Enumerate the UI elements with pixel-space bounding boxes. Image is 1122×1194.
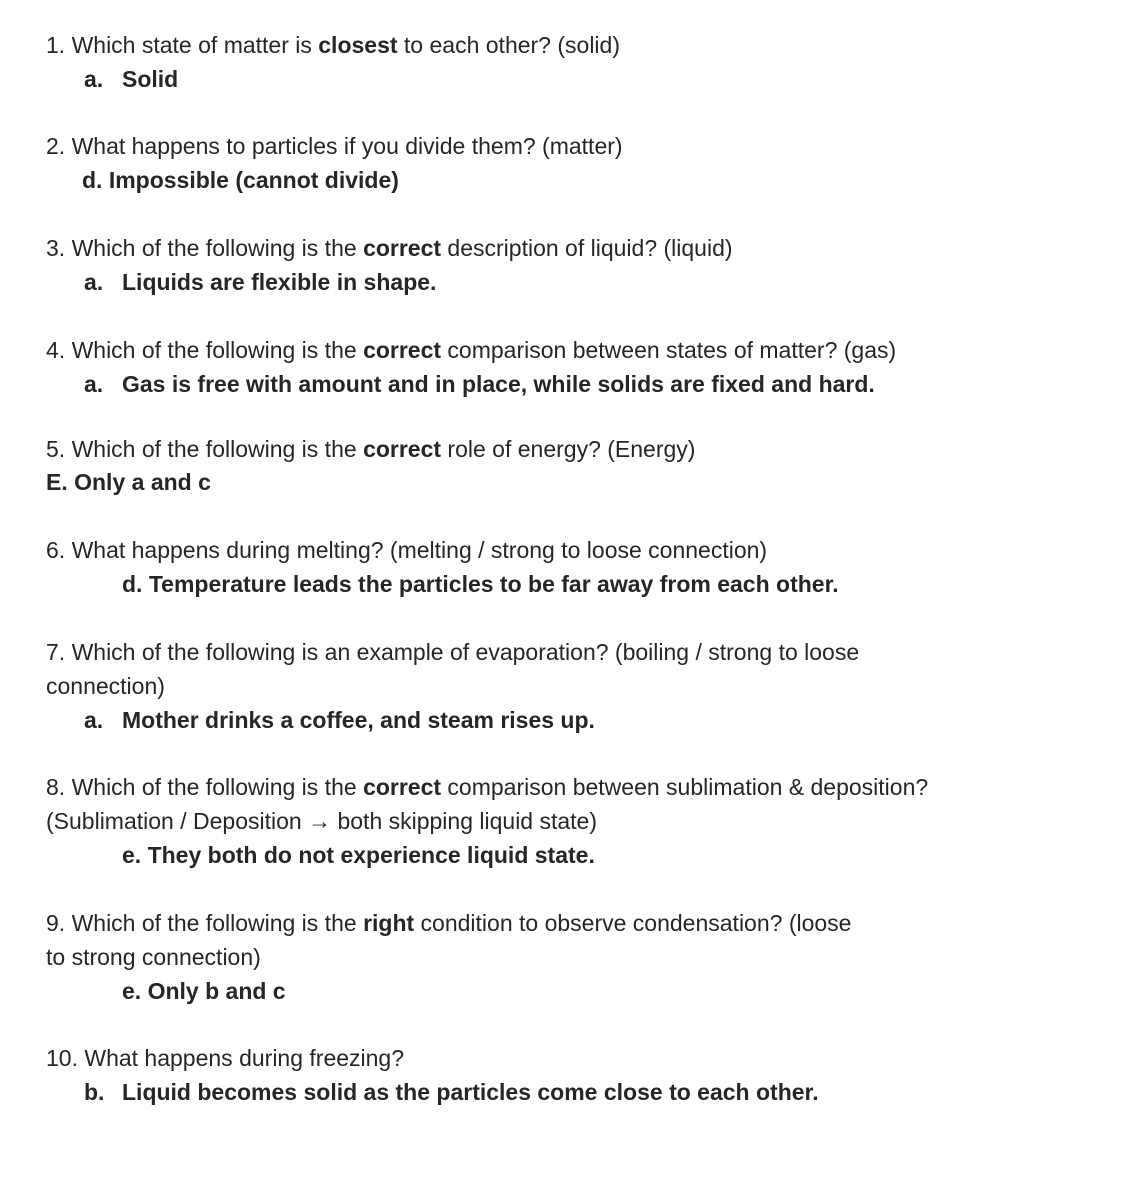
answer-4: a. Gas is free with amount and in place, while solids are fixed and hard. <box>84 371 875 397</box>
question-5: 5. Which of the following is the correct role of energy? (Energy) <box>46 436 696 462</box>
answer-7: a. Mother drinks a coffee, and steam rises up. <box>84 707 595 733</box>
question-8: 8. Which of the following is the correct comparison between sublimation & deposition? (Sublimation / Deposition → both skipping liquid state) <box>46 774 935 834</box>
answer-5: E. Only a and c <box>46 469 211 495</box>
question-4: 4. Which of the following is the correct comparison between states of matter? (gas) <box>46 337 897 363</box>
question-9: 9. Which of the following is the right condition to observe condensation? (loose to strong connection) <box>46 910 858 970</box>
answer-9: e. Only b and c <box>122 978 286 1004</box>
question-3: 3. Which of the following is the correct description of liquid? (liquid) <box>46 235 733 261</box>
answer-10: b. Liquid becomes solid as the particles come close to each other. <box>84 1079 819 1105</box>
answer-6: d. Temperature leads the particles to be far away from each other. <box>122 571 839 597</box>
question-7: 7. Which of the following is an example of evaporation? (boiling / strong to loose connection) <box>46 639 866 699</box>
answer-8: e. They both do not experience liquid state. <box>122 842 595 868</box>
question-2: 2. What happens to particles if you divide them? (matter) <box>46 133 623 159</box>
answer-3: a. Liquids are flexible in shape. <box>84 269 437 295</box>
question-6: 6. What happens during melting? (melting / strong to loose connection) <box>46 537 768 563</box>
answer-1: a. Solid <box>84 66 179 92</box>
question-10: 10. What happens during freezing? <box>46 1045 405 1071</box>
answer-2: d. Impossible (cannot divide) <box>82 167 399 193</box>
question-1: 1. Which state of matter is closest to each other? (solid) <box>46 32 620 58</box>
